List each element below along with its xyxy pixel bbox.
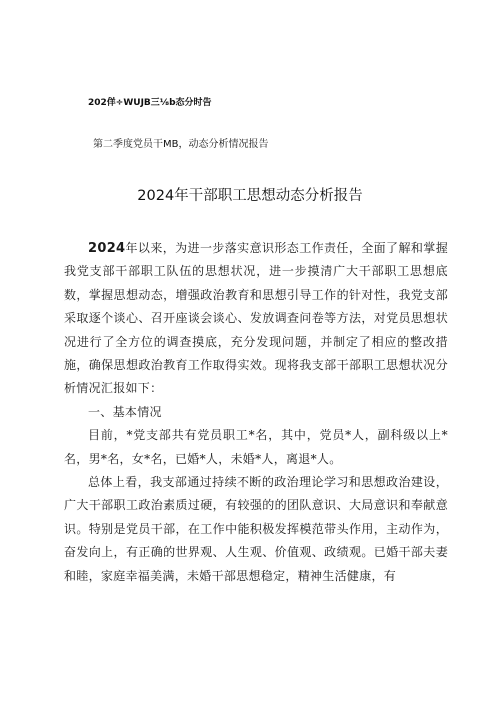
overall-paragraph: 总体上看，我支部通过持续不断的政治理论学习和思想政治建设，广大干部职工政治素质过硬，有较强的的团队意识、大局意识和奉献意识。特别是党员干部，在工作中能积极发挥模范带头作用，主动作为，奋发向上，有正确的世界观、人生观、价值观、政绩观。已婚干部夫妻和睦，家庭幸福美满，未婚干部思想稳定，精神生活健康，有 [64, 475, 448, 583]
intro-text: 年以来，为进一步落实意识形态工作责任，全面了解和掌握我党支部干部职工队伍的思想状况，进一步摸清广大干部职工思想底数，掌握思想动态，增强政治教育和思想引导工作的针对性，我党支部采取逐个谈心、召开座谈会谈心、发放调查问卷等方法，对党员思想状况进行了全方位的调查摸底，充分发现问题，并制定了相应的整改措施，确保思想政治教育工作取得实效。现将我支部干部职工思想状况分析情况汇报如下： [64, 241, 448, 396]
intro-year: 2024 [88, 241, 126, 256]
document-body [64, 237, 448, 588]
header-line-1: 202佯÷WUJB三⅛b态分时告 [88, 98, 212, 108]
header-line-2: 第二季度党员干MB，动态分析情况报告 [93, 139, 269, 150]
intro-paragraph [64, 237, 448, 401]
document-title: 2024年干部职工思想动态分析报告 [137, 188, 363, 204]
section-heading-basic-info: 一、基本情况 [88, 404, 162, 419]
basic-info-paragraph: 目前，*党支部共有党员职工*名，其中，党员*人，副科级以上*名，男*名，女*名，已婚*人，未婚*人，离退*人。 [64, 428, 448, 466]
